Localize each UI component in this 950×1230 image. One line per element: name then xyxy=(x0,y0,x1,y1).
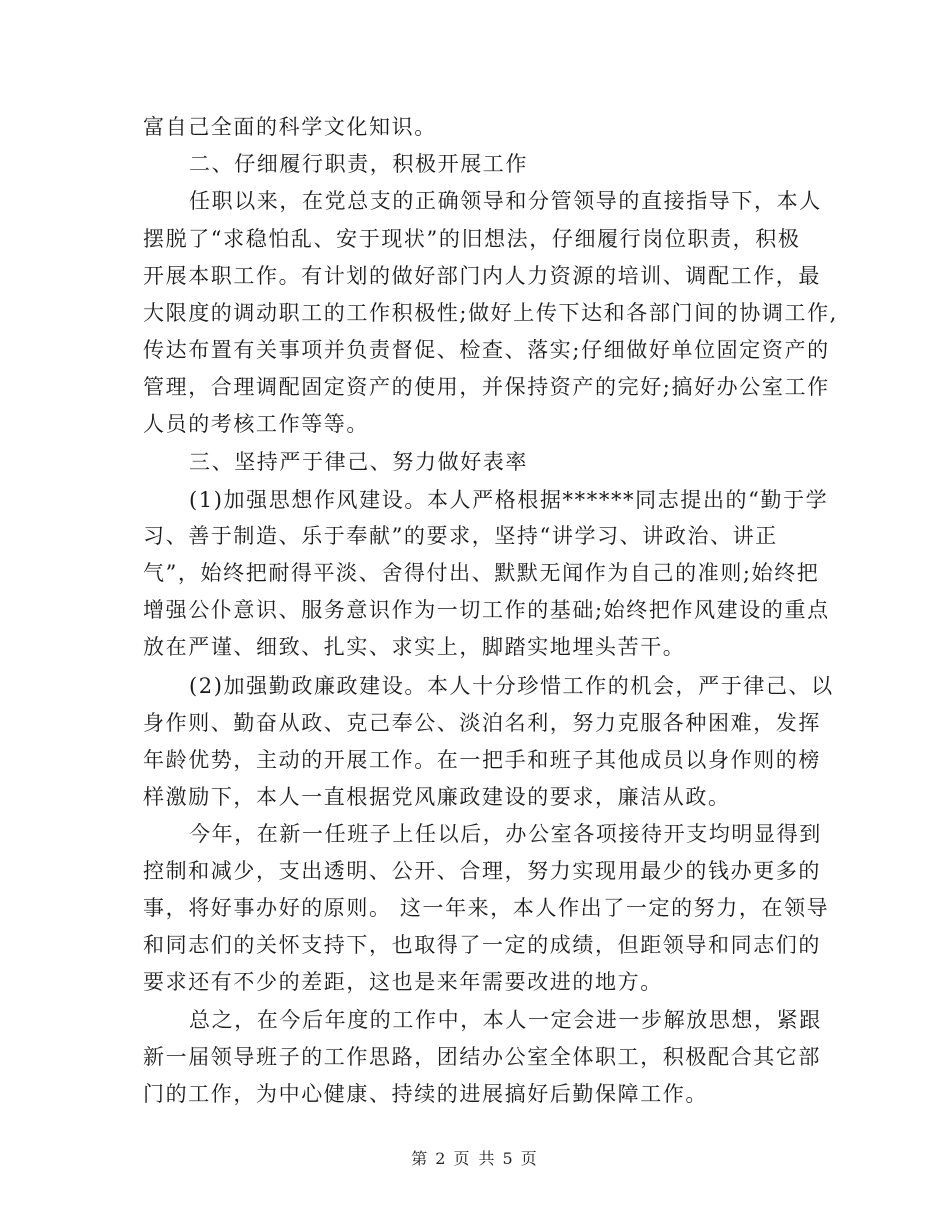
page-footer xyxy=(0,1146,950,1169)
body-line: 传达布置有关事项并负责督促、检查、落实;仔细做好单位固定资产的 xyxy=(143,338,830,362)
body-line: 管理，合理调配固定资产的使用，并保持资产的完好;搞好办公室工作 xyxy=(143,375,830,399)
body-line: 门的工作，为中心健康、持续的进展搞好后勤保障工作。 xyxy=(143,1082,708,1106)
body-line: 新一届领导班子的工作思路，团结办公室全体职工，积极配合其它部 xyxy=(143,1045,821,1069)
body-line: (2)加强勤政廉政建设。本人十分珍惜工作的机会，严于律己、以 xyxy=(189,674,834,698)
body-line: 控制和减少，支出透明、公开、合理，努力实现用最少的钱办更多的 xyxy=(143,859,821,883)
footer-mid: 页 共 xyxy=(453,1149,497,1168)
body-line: 样激励下，本人一直根据党风廉政建设的要求，廉洁从政。 xyxy=(143,785,731,809)
body-line: 年龄优势，主动的开展工作。在一把手和班子其他成员以身作则的榜 xyxy=(143,748,821,772)
body-line: 大限度的调动职工的工作积极性;做好上传下达和各部门间的协调工作, xyxy=(143,301,838,325)
body-line: (1)加强思想作风建设。本人严格根据******同志提出的“勤于学 xyxy=(189,488,829,512)
section-heading: 二、仔细履行职责，积极开展工作 xyxy=(189,152,528,176)
body-line: 要求还有不少的差距，这也是来年需要改进的地方。 xyxy=(143,970,663,994)
footer-suffix: 页 xyxy=(520,1149,539,1168)
page-number: 2 xyxy=(435,1149,448,1168)
body-line: 增强公仆意识、服务意识作为一切工作的基础;始终把作风建设的重点 xyxy=(143,598,830,622)
body-line: 总之，在今后年度的工作中，本人一定会进一步解放思想，紧跟 xyxy=(189,1008,822,1032)
body-line: 人员的考核工作等等。 xyxy=(143,412,369,436)
body-line: 富自己全面的科学文化知识。 xyxy=(143,115,437,139)
body-line: 气”，始终把耐得平淡、舍得付出、默默无闻作为自己的准则;始终把 xyxy=(143,561,820,585)
body-line: 开展本职工作。有计划的做好部门内人力资源的培训、调配工作，最 xyxy=(143,264,821,288)
total-pages: 5 xyxy=(502,1149,515,1168)
body-line: 任职以来，在党总支的正确领导和分管领导的直接指导下，本人 xyxy=(189,189,822,213)
body-line: 和同志们的关怀支持下，也取得了一定的成绩，但距领导和同志们的 xyxy=(143,933,821,957)
body-line: 习、善于制造、乐于奉献”的要求，坚持“讲学习、讲政治、讲正 xyxy=(143,524,778,548)
section-heading: 三、坚持严于律己、努力做好表率 xyxy=(189,450,528,474)
body-line: 身作则、勤奋从政、克己奉公、淡泊名利，努力克服各种困难，发挥 xyxy=(143,711,821,735)
body-line: 今年，在新一任班子上任以后，办公室各项接待开支均明显得到 xyxy=(189,822,822,846)
footer-prefix: 第 xyxy=(411,1149,430,1168)
body-line: 摆脱了“求稳怕乱、安于现状”的旧想法，仔细履行岗位职责，积极 xyxy=(143,227,801,251)
body-line: 放在严谨、细致、扎实、求实上，脚踏实地埋头苦干。 xyxy=(143,635,686,659)
body-line: 事，将好事办好的原则。 这一年来，本人作出了一定的努力，在领导 xyxy=(143,896,830,920)
